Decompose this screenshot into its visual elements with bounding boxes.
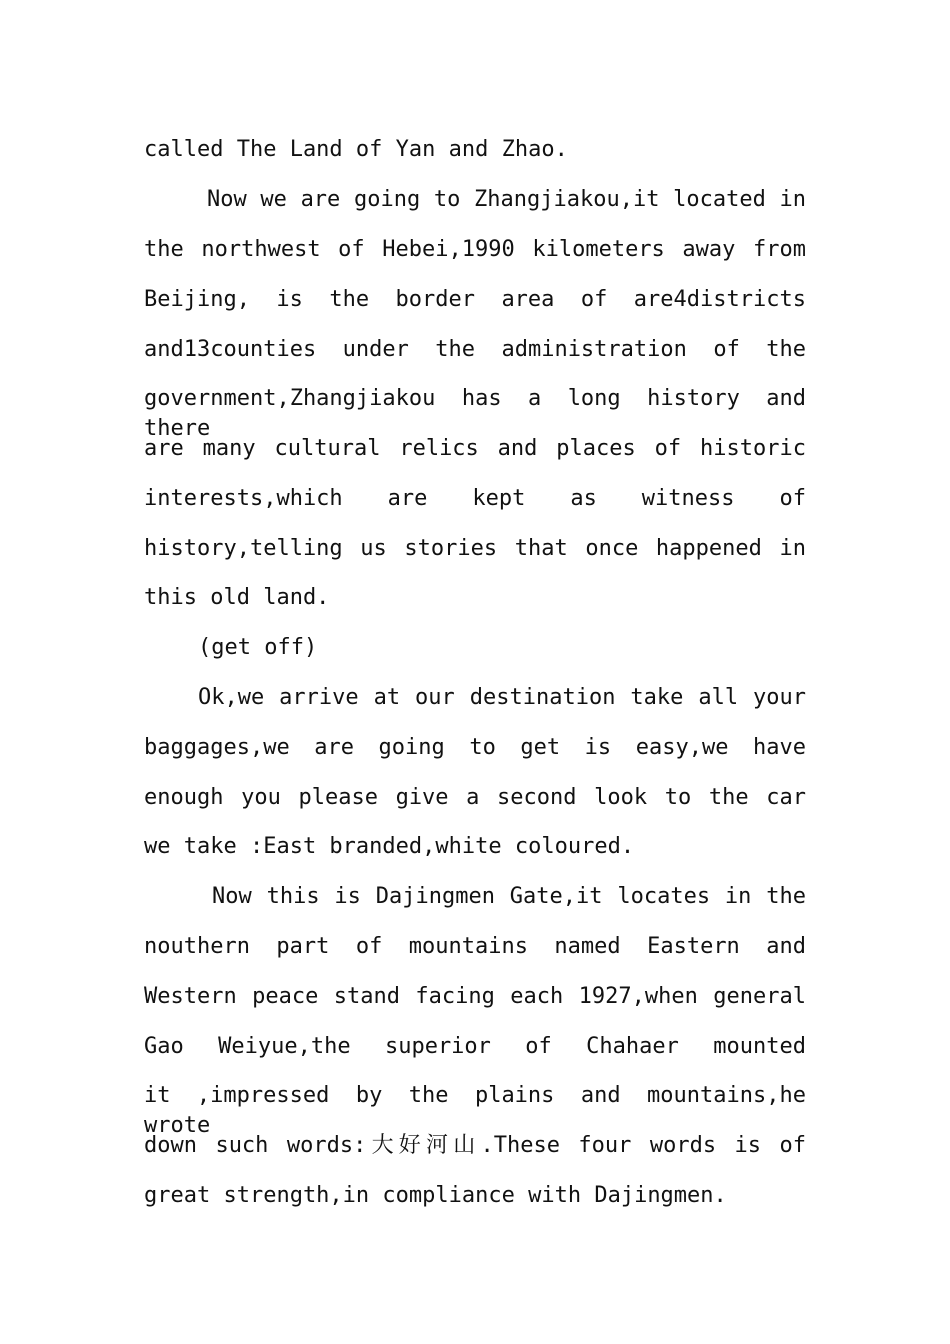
text-line: the northwest of Hebei,1990 kilometers away from <box>144 237 806 262</box>
text-line: called The Land of Yan and Zhao. <box>144 137 568 162</box>
text-line: Now this is Dajingmen Gate,it locates in the <box>212 884 806 909</box>
text-line: are many cultural relics and places of historic <box>144 436 806 461</box>
text-line: we take :East branded,white coloured. <box>144 834 635 859</box>
text-line: Now we are going to Zhangjiakou,it located in <box>207 187 806 212</box>
text-line: Beijing, is the border area of are4districts <box>144 287 806 312</box>
text-line: government,Zhangjiakou has a long history and there <box>144 386 806 441</box>
text-line: this old land. <box>144 585 330 610</box>
text-line: great strength,in compliance with Dajingmen. <box>144 1183 727 1208</box>
text-line: nouthern part of mountains named Eastern and <box>144 934 806 959</box>
text-line: and13counties under the administration of the <box>144 337 806 362</box>
text-line: it ,impressed by the plains and mountains,he wrote <box>144 1083 806 1138</box>
text-line: interests,which are kept as witness of <box>144 486 806 511</box>
text-line: Western peace stand facing each 1927,when general <box>144 984 806 1009</box>
text-line: (get off) <box>198 635 318 660</box>
text-line: enough you please give a second look to the car <box>144 785 806 810</box>
text-line: history,telling us stories that once happened in <box>144 536 806 561</box>
text-line: Gao Weiyue,the superior of Chahaer mounted <box>144 1034 806 1059</box>
text-line: down such words:大好河山.These four words is of <box>144 1133 806 1158</box>
text-line: baggages,we are going to get is easy,we have <box>144 735 806 760</box>
text-line: Ok,we arrive at our destination take all your <box>198 685 806 710</box>
